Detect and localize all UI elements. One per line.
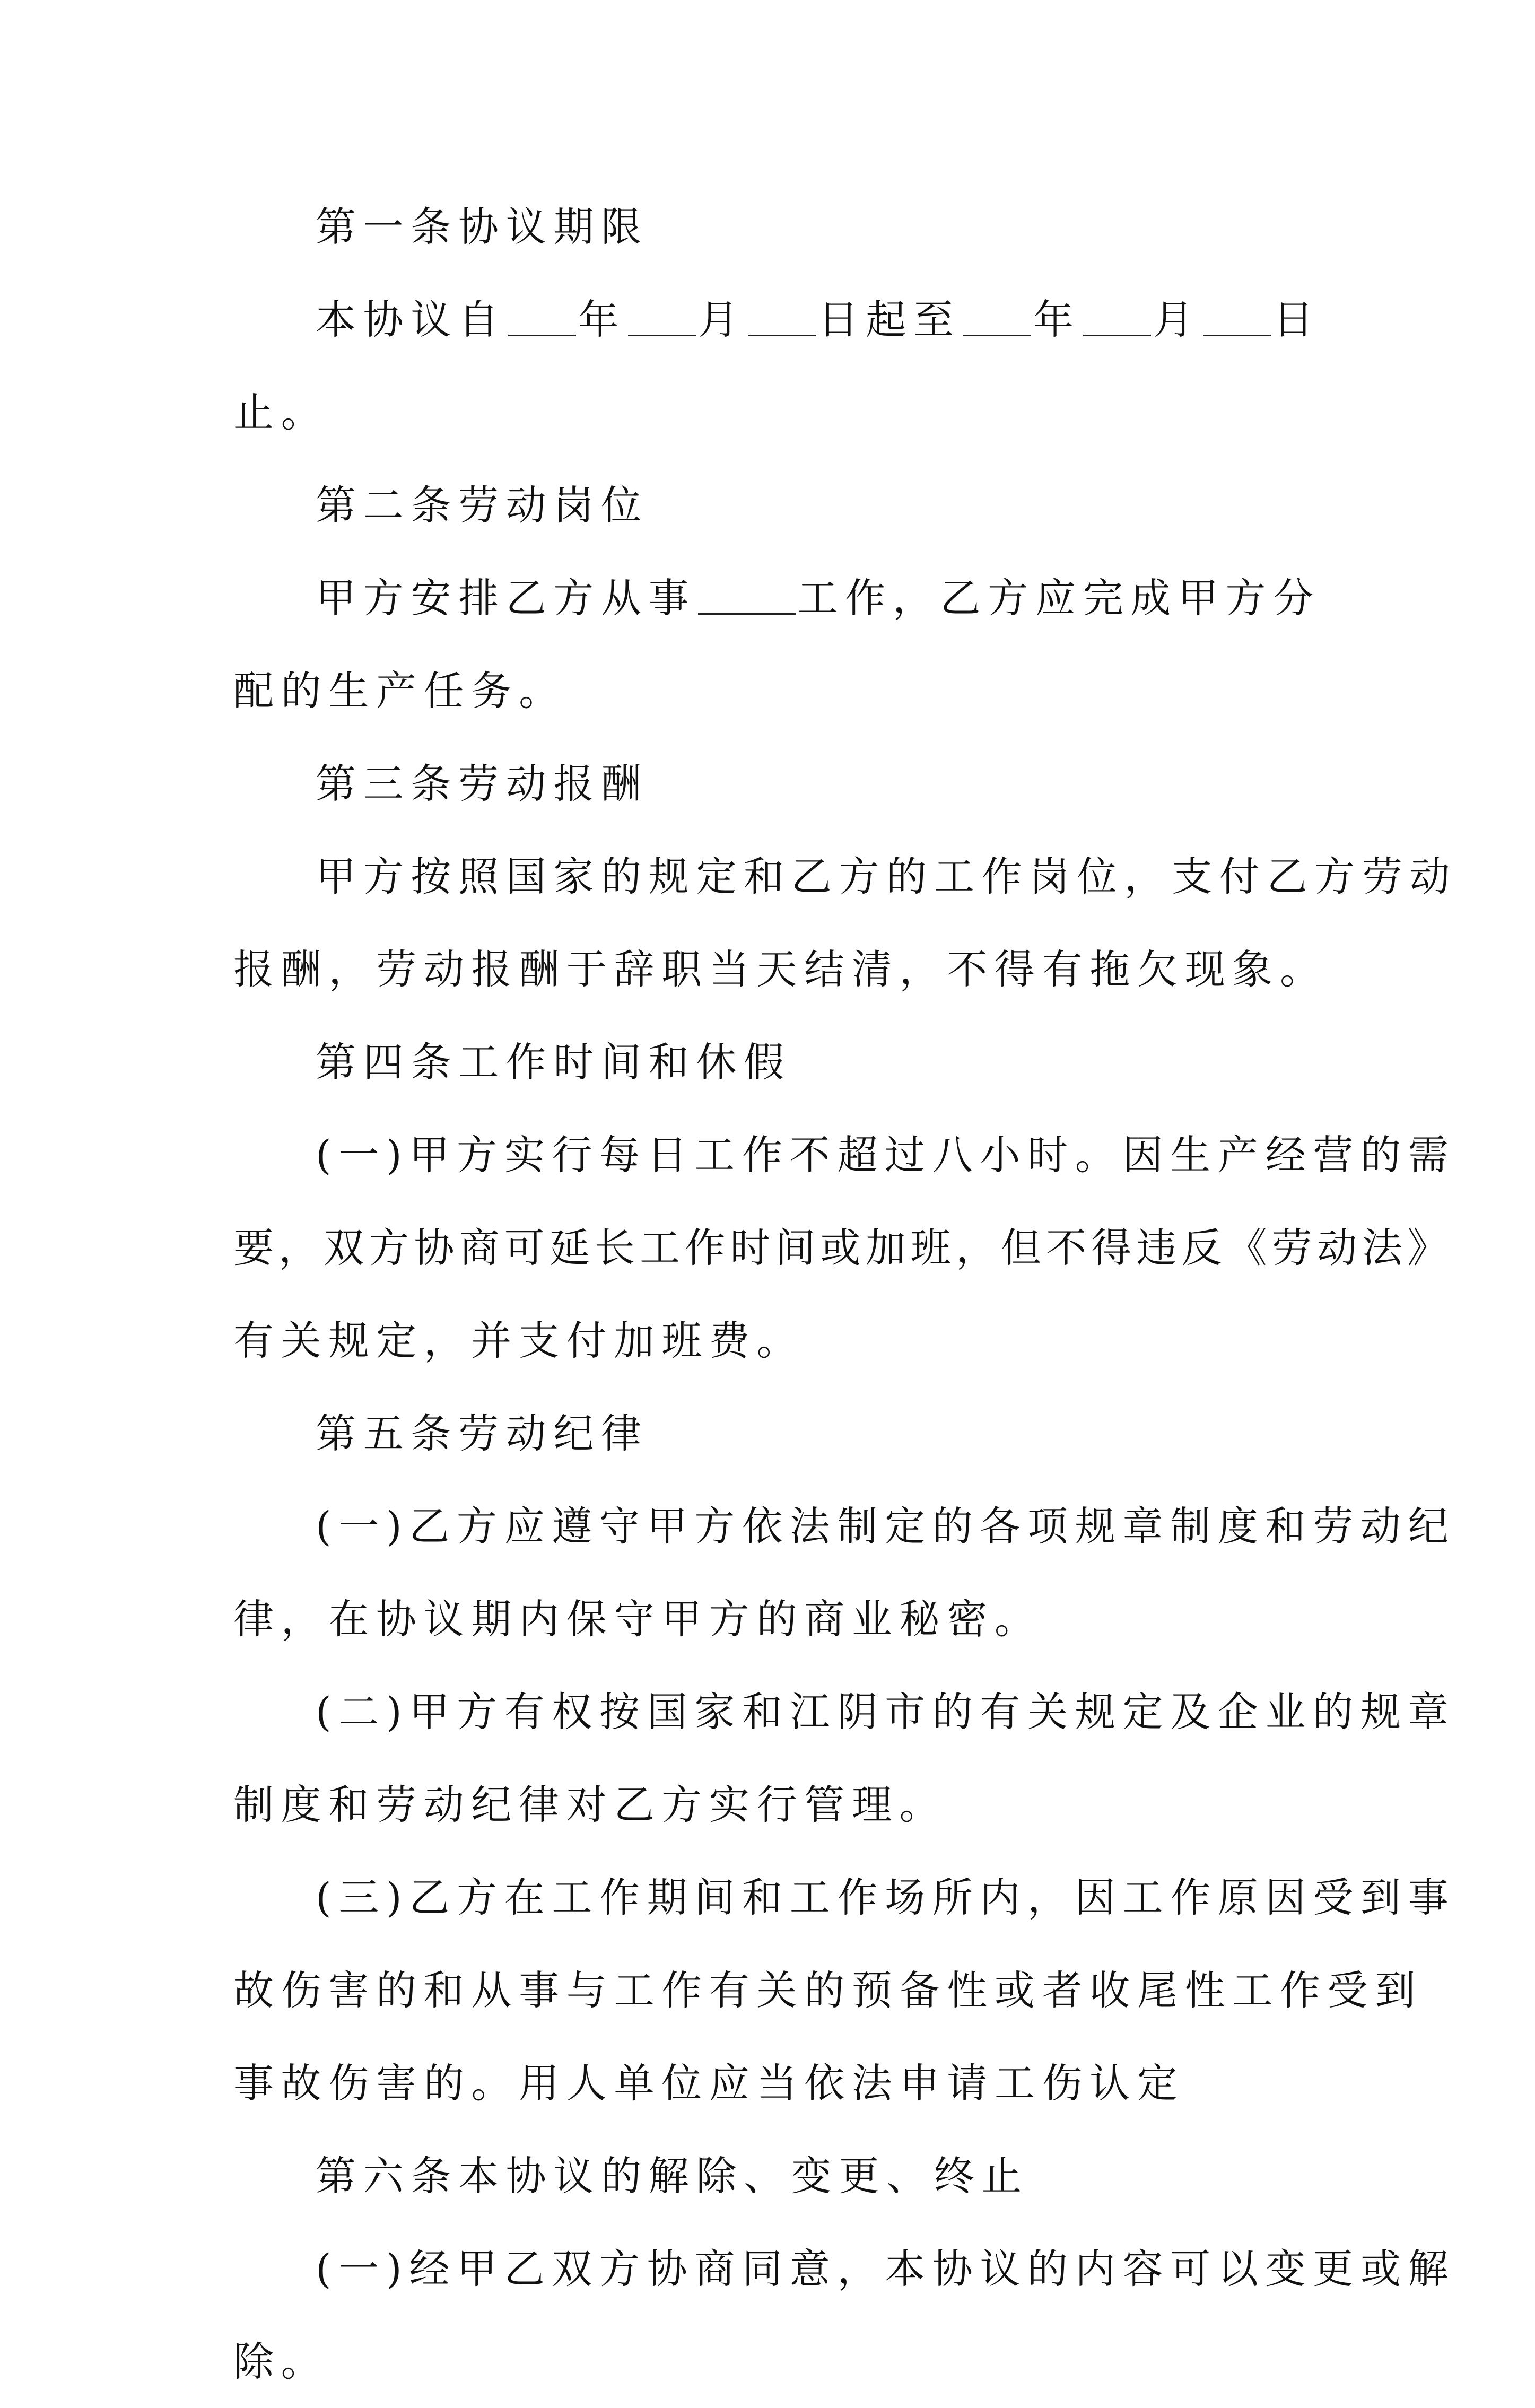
text-fragment: 年 (578, 295, 626, 343)
fill-in-blank-day (1203, 303, 1271, 336)
article-heading: 第四条工作时间和休假 (316, 1038, 791, 1086)
paragraph-line-with-blanks (233, 273, 1321, 366)
paragraph-line-with-blanks (233, 552, 1321, 644)
paragraph-line: 制度和劳动纪律对乙方实行管理。 (233, 1781, 947, 1828)
paragraph-line: (三)乙方在工作期间和工作场所内，因工作原因受到事 (316, 1873, 1456, 1921)
text-fragment: 月 (1153, 295, 1201, 343)
article-heading: 第三条劳动报酬 (316, 760, 649, 807)
fill-in-blank-job (698, 581, 795, 615)
paragraph-line: 除。 (233, 2337, 329, 2385)
text-fragment: 工作，乙方应完成甲方分 (797, 574, 1321, 622)
text-fragment: 本协议自 (316, 295, 506, 343)
article-heading: 第一条协议期限 (316, 203, 649, 250)
text-fragment: 月 (698, 295, 746, 343)
text-fragment: 甲方安排乙方从事 (316, 574, 696, 622)
text-fragment: 年 (1033, 295, 1081, 343)
article-heading: 第二条劳动岗位 (316, 481, 649, 529)
paragraph-line: (一)甲方实行每日工作不超过八小时。因生产经营的需 (316, 1131, 1456, 1179)
paragraph-line: 事故伤害的。用人单位应当依法申请工伤认定 (233, 2059, 1185, 2107)
paragraph-line: 甲方按照国家的规定和乙方的工作岗位，支付乙方劳动 (316, 852, 1458, 900)
text-fragment: 日起至 (818, 295, 961, 343)
paragraph-line: 配的生产任务。 (233, 667, 566, 714)
paragraph-line: (一)经甲乙双方协商同意，本协议的内容可以变更或解 (316, 2245, 1456, 2292)
text-fragment: 日 (1273, 295, 1321, 343)
paragraph-line: 有关规定，并支付加班费。 (233, 1316, 805, 1364)
paragraph-line: 报酬，劳动报酬于辞职当天结清，不得有拖欠现象。 (233, 945, 1328, 993)
paragraph-line: 止。 (233, 388, 329, 436)
paragraph-line: 律，在协议期内保守甲方的商业秘密。 (233, 1595, 1042, 1643)
paragraph-line: 要，双方协商可延长工作时间或加班，但不得违反《劳动法》 (233, 1224, 1453, 1271)
document-body (233, 180, 1458, 2408)
article-heading: 第六条本协议的解除、变更、终止 (316, 2152, 1030, 2200)
fill-in-blank-month (1083, 303, 1151, 336)
paragraph-line: (二)甲方有权按国家和江阴市的有关规定及企业的规章 (316, 1688, 1456, 1735)
fill-in-blank-day (748, 303, 816, 336)
fill-in-blank-year (508, 303, 576, 336)
paragraph-line: 故伤害的和从事与工作有关的预备性或者收尾性工作受到 (233, 1966, 1423, 2014)
fill-in-blank-month (628, 303, 696, 336)
paragraph-line: (一)乙方应遵守甲方依法制定的各项规章制度和劳动纪 (316, 1502, 1456, 1550)
article-heading: 第五条劳动纪律 (316, 1409, 649, 1457)
fill-in-blank-year (963, 303, 1031, 336)
